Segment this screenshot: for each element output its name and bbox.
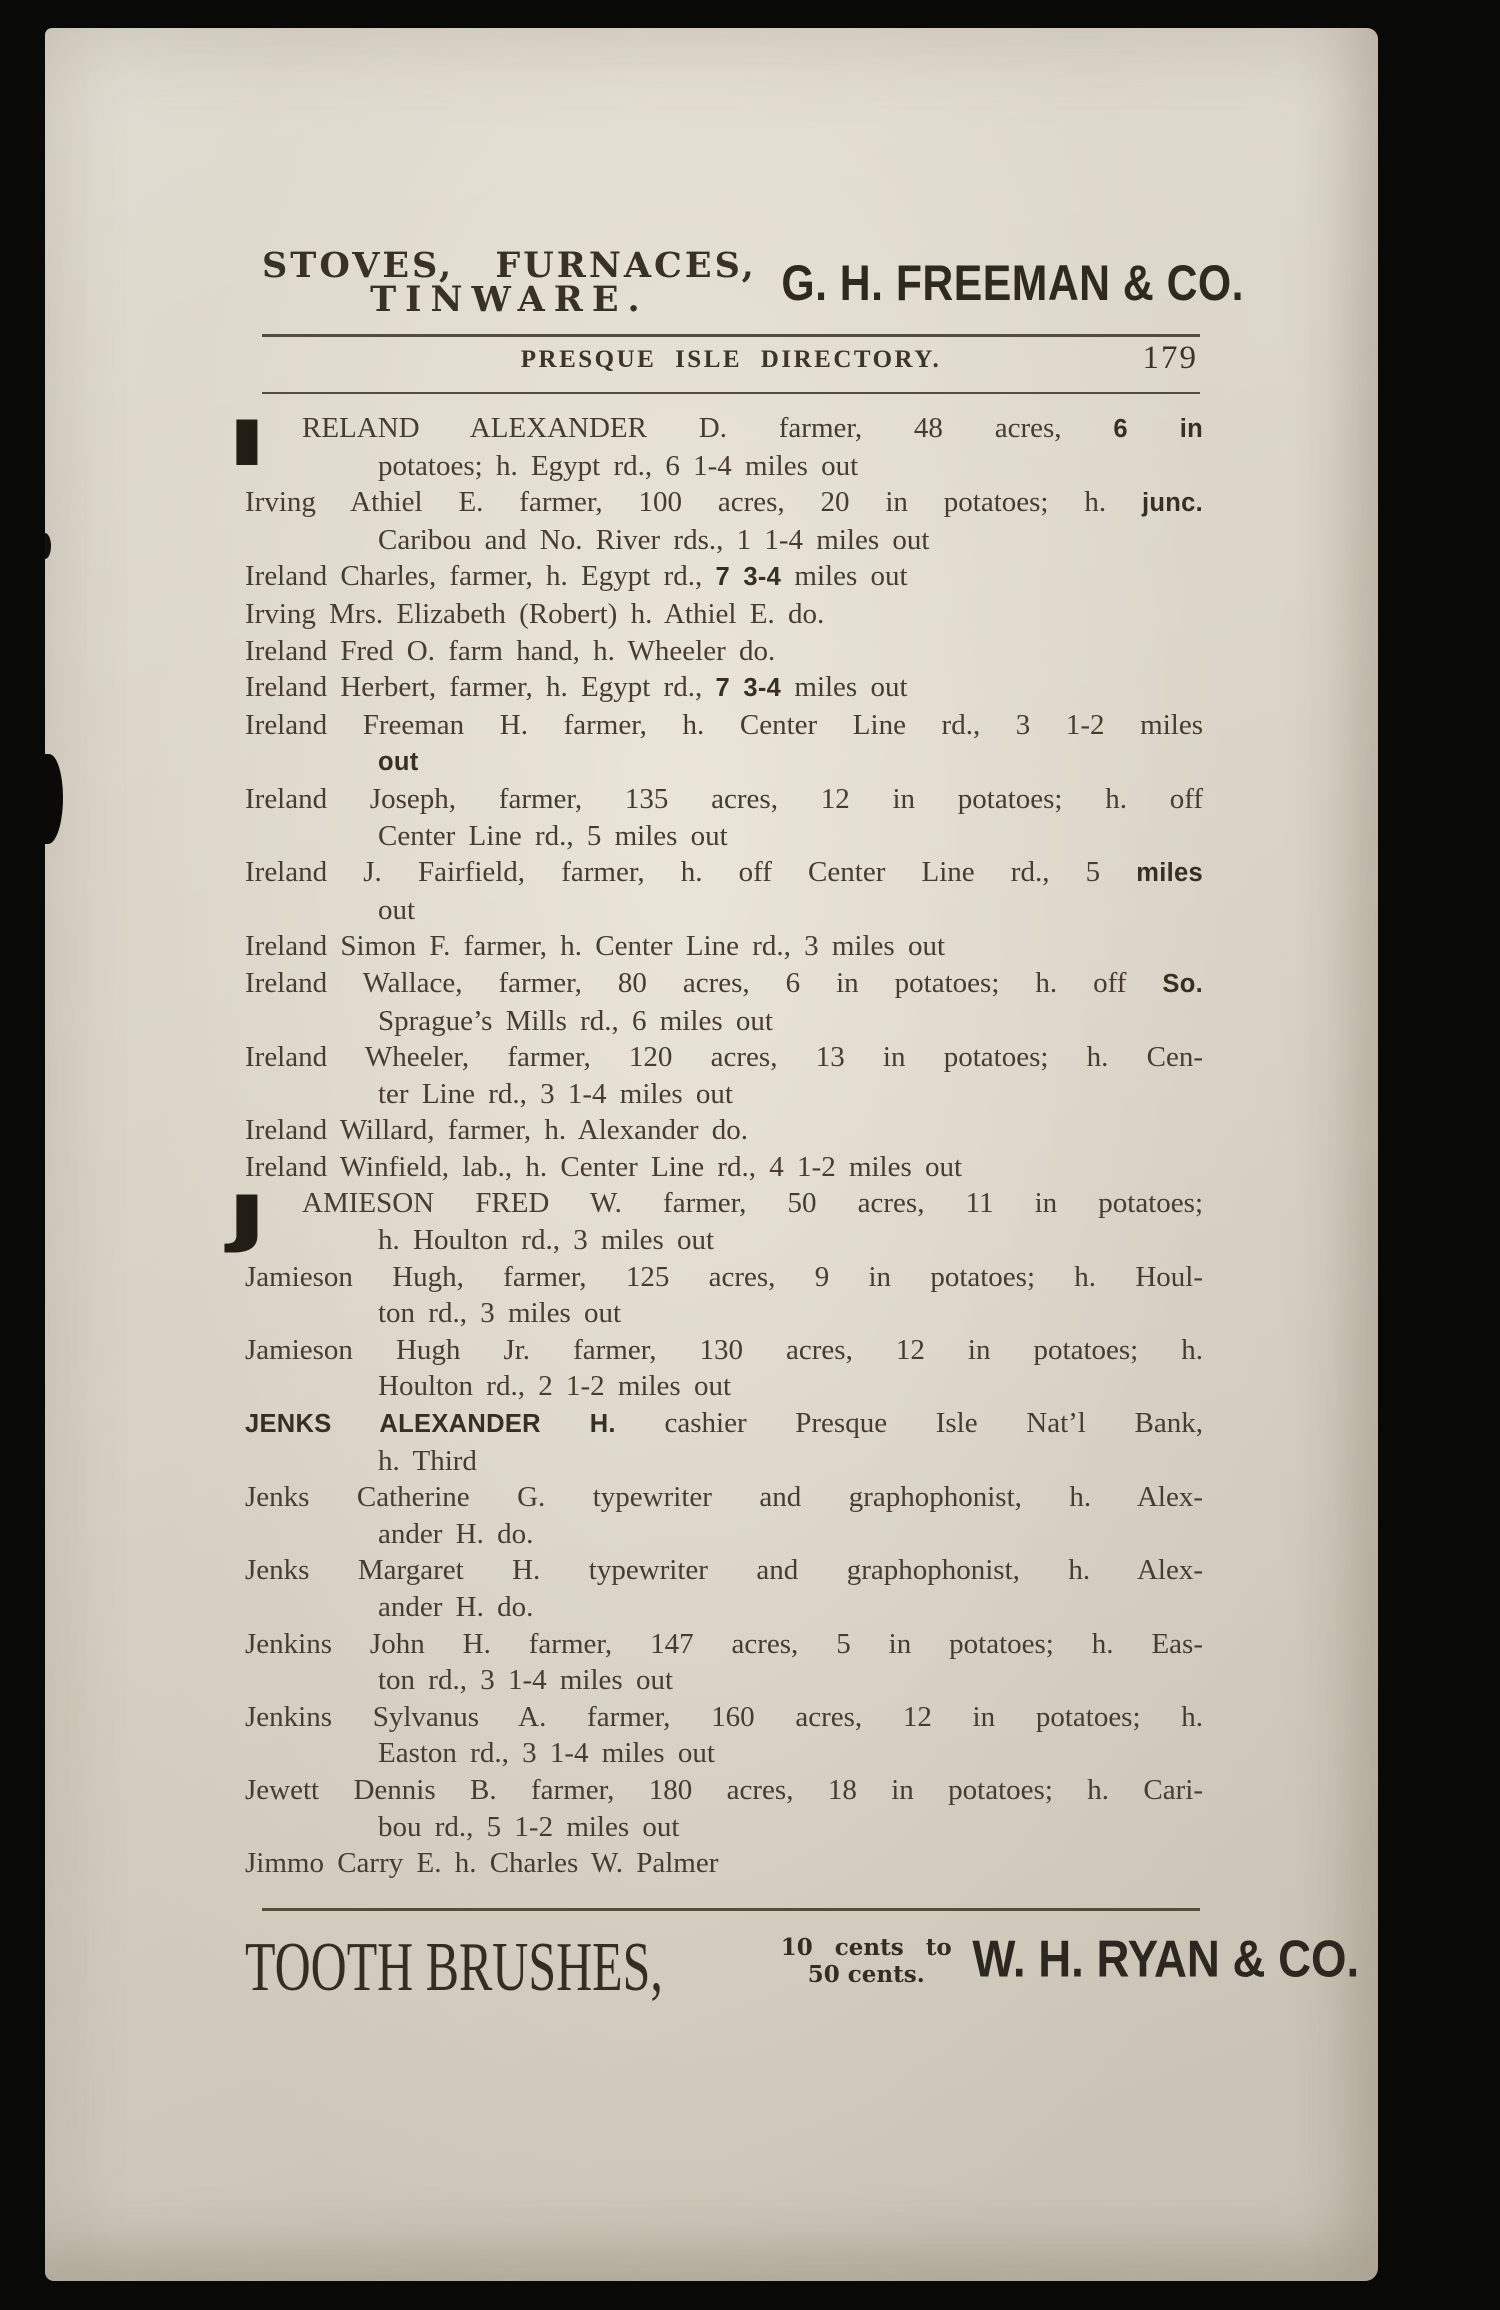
entry-line: Ireland Winfield, lab., h. Center Line rd., 4 1-2 miles out <box>245 1150 963 1183</box>
entry-line: Jenks Catherine G. typewriter and graphophonist, h. Alex- <box>245 1481 1203 1514</box>
directory-entry <box>245 1479 1203 1552</box>
entry-line: Caribou and No. River rds., 1 1-4 miles out <box>378 523 930 556</box>
directory-entry <box>245 1332 1203 1405</box>
entry-line: ton rd., 3 1-4 miles out <box>378 1664 674 1697</box>
bold-type-segment: JENKS ALEXANDER H. <box>245 1410 616 1439</box>
edge-ink-blot <box>45 754 63 844</box>
entry-line: Irving Athiel E. farmer, 100 acres, 20 in potatoes; h. junc. <box>245 486 1203 519</box>
entry-line: h. Third <box>378 1444 477 1477</box>
header-rule-top <box>262 334 1200 337</box>
directory-header <box>262 342 1200 388</box>
directory-entry <box>245 1552 1203 1625</box>
directory-entry <box>245 633 1203 670</box>
bottom-advertisement <box>245 1926 1359 2006</box>
entry-line: ter Line rd., 3 1-4 miles out <box>378 1077 733 1110</box>
bold-type-segment: 6 in <box>1113 415 1204 443</box>
directory-entry <box>245 558 1203 596</box>
directory-entry <box>245 1039 1203 1112</box>
entry-line: Ireland Joseph, farmer, 135 acres, 12 in potatoes; h. off <box>245 782 1203 815</box>
top-ad-company-name: G. H. FREEMAN & CO. <box>781 253 1244 311</box>
directory-entry <box>245 1626 1203 1699</box>
entry-line: Jamieson Hugh Jr. farmer, 130 acres, 12 in potatoes; h. <box>245 1333 1203 1366</box>
entry-line: Ireland Charles, farmer, h. Egypt rd., 7 3-4 miles out <box>245 560 908 593</box>
directory-entry <box>245 928 1203 965</box>
entry-line: ander H. do. <box>378 1591 534 1623</box>
directory-entry <box>245 1772 1203 1845</box>
top-ad-line2: TINWARE. <box>370 279 649 320</box>
entry-line <box>245 743 1203 781</box>
entry-line: Sprague’s Mills rd., 6 miles out <box>378 1004 773 1037</box>
entry-line: Ireland Willard, farmer, h. Alexander do. <box>245 1114 749 1147</box>
bottom-ad-price-line2: 50 cents. <box>807 1961 925 1988</box>
entry-line: AMIESON FRED W. farmer, 50 acres, 11 in potatoes; <box>302 1187 1203 1220</box>
entry-line: out <box>378 893 416 926</box>
entry-line: Center Line rd., 5 miles out <box>378 819 728 852</box>
bottom-ad-price <box>781 1934 952 1988</box>
bold-type-segment: out <box>378 748 419 777</box>
entry-line: Jenks Margaret H. typewriter and graphophonist, h. Alex- <box>245 1554 1203 1587</box>
directory-entry <box>245 781 1203 854</box>
top-ad-product-text <box>262 245 757 320</box>
header-rule-bottom <box>262 392 1200 394</box>
entry-line: bou rd., 5 1-2 miles out <box>378 1810 680 1843</box>
top-advertisement <box>262 245 1244 320</box>
bottom-ad-product-text: TOOTH BRUSHES, <box>245 1927 663 2006</box>
bold-type-segment: 7 3-4 <box>715 674 782 703</box>
entry-line: Easton rd., 3 1-4 miles out <box>378 1737 715 1770</box>
directory-entry <box>245 707 1203 781</box>
directory-entry <box>245 1259 1203 1332</box>
bold-type-segment: 7 3-4 <box>715 563 782 592</box>
directory-entry <box>245 1405 1203 1479</box>
entry-line: potatoes; h. Egypt rd., 6 1-4 miles out <box>378 449 859 482</box>
directory-entry <box>245 484 1203 558</box>
directory-entry <box>231 1182 1203 1258</box>
entry-line: Ireland Wheeler, farmer, 120 acres, 13 in potatoes; h. Cen- <box>245 1041 1203 1074</box>
entry-line: Ireland Freeman H. farmer, h. Center Line rd., 3 1-2 miles <box>245 708 1203 741</box>
entry-line: Jamieson Hugh, farmer, 125 acres, 9 in potatoes; h. Houl- <box>245 1260 1203 1293</box>
directory-entry <box>245 1699 1203 1772</box>
entry-line: Ireland Herbert, farmer, h. Egypt rd., 7 3-4 miles out <box>245 671 908 704</box>
directory-entry <box>245 669 1203 707</box>
bold-type-segment: miles <box>1136 859 1203 888</box>
bottom-ad-price-line1: 10 cents to <box>780 1934 952 1961</box>
directory-entry <box>245 1845 1203 1882</box>
bold-type-segment: So. <box>1162 969 1203 998</box>
directory-entry <box>245 965 1203 1039</box>
directory-title: PRESQUE ISLE DIRECTORY. <box>520 346 942 373</box>
entry-line: Ireland Simon F. farmer, h. Center Line rd., 3 miles out <box>245 930 946 963</box>
entry-line: Jimmo Carry E. h. Charles W. Palmer <box>245 1847 719 1880</box>
directory-entry <box>231 407 1204 484</box>
entry-line: Houlton rd., 2 1-2 miles out <box>378 1370 732 1403</box>
directory-entry <box>245 1149 1203 1186</box>
dropcap-letter: J <box>231 1182 262 1256</box>
entry-line: JENKS ALEXANDER H. cashier Presque Isle Nat’l Bank, <box>245 1407 1203 1440</box>
entry-line: RELAND ALEXANDER D. farmer, 48 acres, 6 in <box>302 412 1204 444</box>
directory-entry <box>245 1112 1203 1149</box>
top-ad-line1: STOVES, FURNACES, <box>262 245 757 286</box>
bold-type-segment: junc. <box>1141 489 1203 518</box>
entry-line: Irving Mrs. Elizabeth (Robert) h. Athiel E. do. <box>245 597 825 630</box>
entry-line: Ireland Fred O. farm hand, h. Wheeler do. <box>245 634 776 667</box>
footer-rule <box>262 1908 1200 1911</box>
edge-ink-speck <box>45 533 51 559</box>
entry-line: ander H. do. <box>378 1517 534 1550</box>
bottom-ad-company-name: W. H. RYAN & CO. <box>972 1931 1359 1989</box>
entry-line: ton rd., 3 miles out <box>378 1297 622 1330</box>
directory-entry <box>245 596 1203 633</box>
entry-line: Ireland Wallace, farmer, 80 acres, 6 in potatoes; h. off So. <box>245 966 1203 999</box>
entry-line: h. Houlton rd., 3 miles out <box>378 1224 715 1257</box>
entry-line: Jenkins Sylvanus A. farmer, 160 acres, 12 in potatoes; h. <box>245 1700 1203 1733</box>
page-paper <box>45 28 1378 2281</box>
entry-line: Jenkins John H. farmer, 147 acres, 5 in potatoes; h. Eas- <box>245 1627 1203 1660</box>
dropcap-letter: I <box>231 407 262 480</box>
page-number: 179 <box>1142 340 1198 376</box>
directory-entry <box>245 854 1203 928</box>
directory-entries <box>231 407 1204 1882</box>
entry-line: Jewett Dennis B. farmer, 180 acres, 18 in potatoes; h. Cari- <box>245 1773 1203 1806</box>
entry-line: Ireland J. Fairfield, farmer, h. off Center Line rd., 5 miles <box>245 856 1203 889</box>
